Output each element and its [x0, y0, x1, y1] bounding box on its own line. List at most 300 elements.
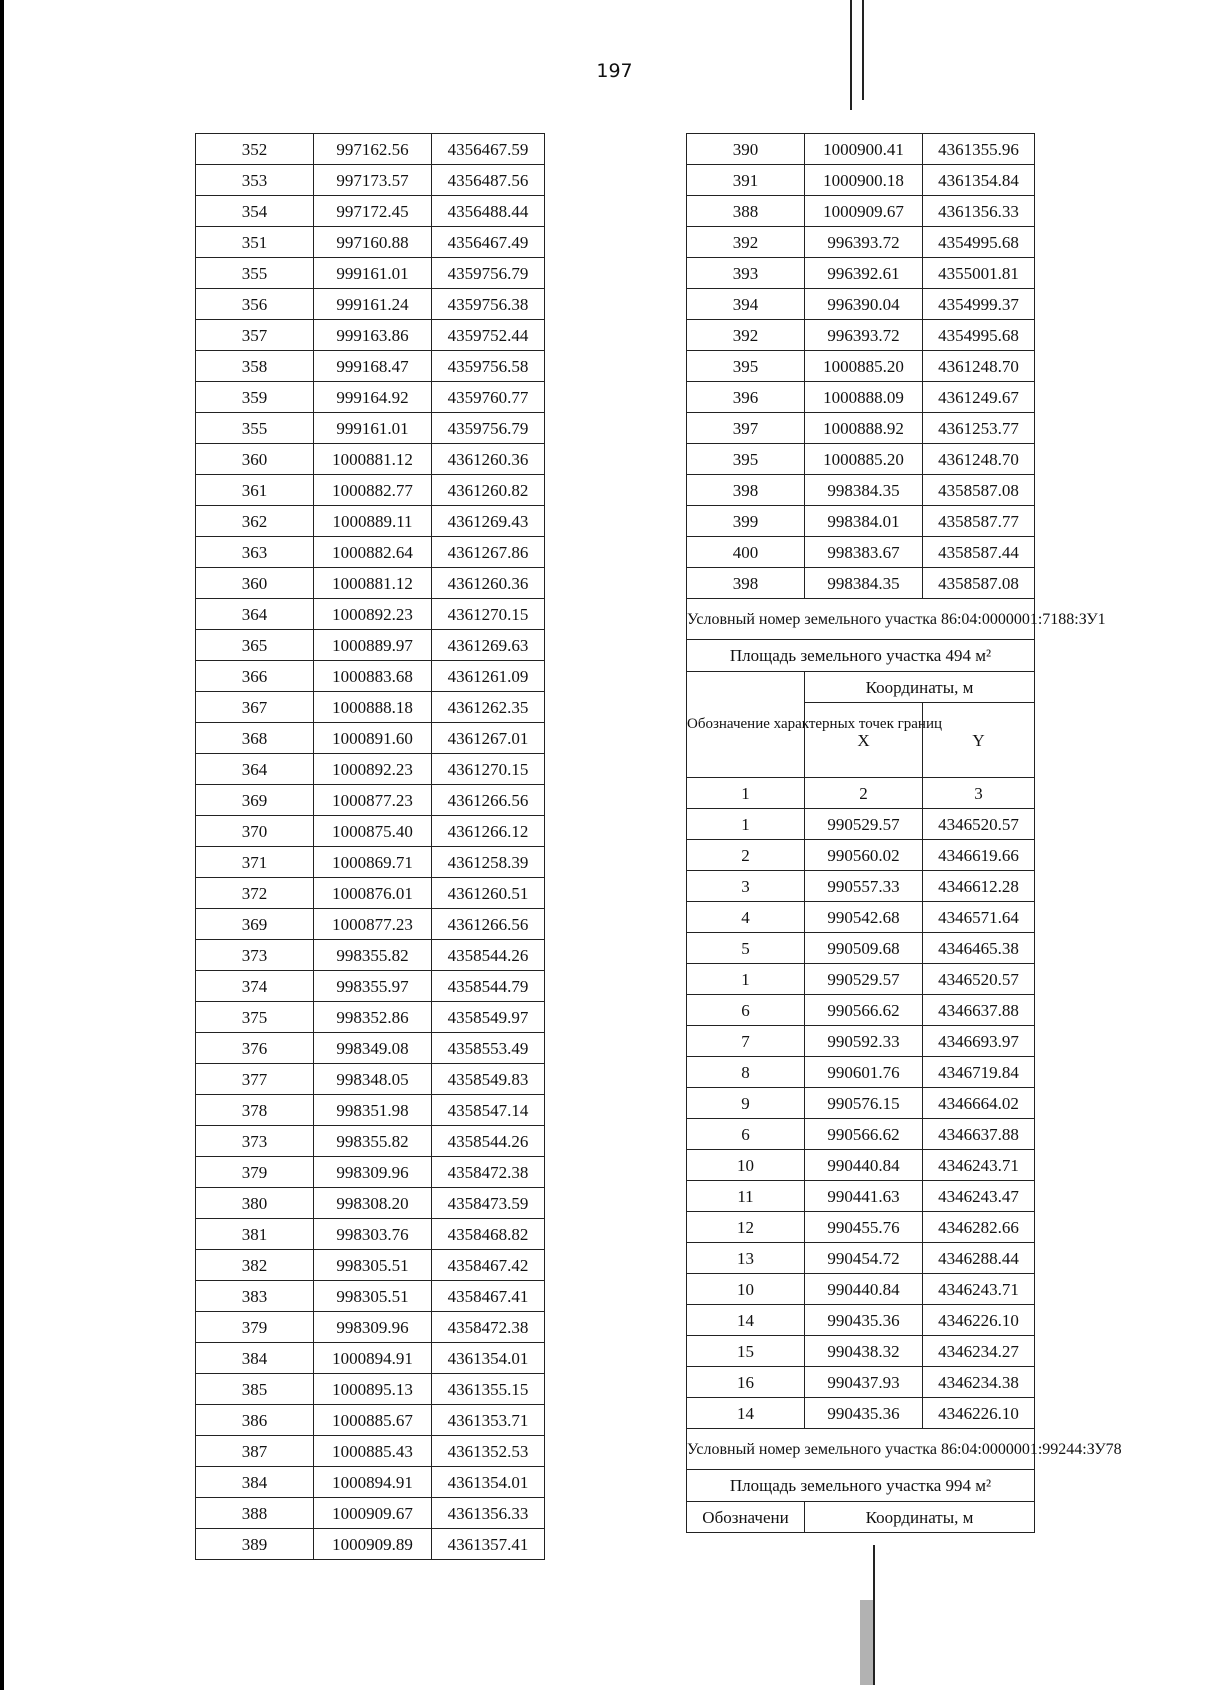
point-number-cell: 356	[196, 289, 314, 320]
point-number-cell: 351	[196, 227, 314, 258]
x-coordinate-cell: 990557.33	[805, 871, 923, 902]
table-row	[687, 1088, 1035, 1119]
table-row	[196, 1188, 545, 1219]
plot1-number: Условный номер земельного участка 86:04:0000001:7188:ЗУ1	[687, 599, 1035, 640]
point-number-cell: 395	[687, 351, 805, 382]
x-header: X	[805, 703, 923, 778]
table-row	[196, 940, 545, 971]
x-coordinate-cell: 990529.57	[805, 964, 923, 995]
point-number-cell: 393	[687, 258, 805, 289]
table-row	[687, 1398, 1035, 1429]
point-number-cell: 2	[687, 840, 805, 871]
x-coordinate-cell: 990435.36	[805, 1305, 923, 1336]
point-number-cell: 355	[196, 258, 314, 289]
table-row	[196, 1157, 545, 1188]
table-row	[687, 1274, 1035, 1305]
x-coordinate-cell: 998305.51	[314, 1281, 432, 1312]
point-number-cell: 8	[687, 1057, 805, 1088]
y-coordinate-cell: 4361253.77	[923, 413, 1035, 444]
plot2-number-row	[687, 1429, 1035, 1470]
point-number-cell: 6	[687, 995, 805, 1026]
y-coordinate-cell: 4361270.15	[432, 754, 545, 785]
point-number-cell: 384	[196, 1343, 314, 1374]
y-coordinate-cell: 4361266.56	[432, 909, 545, 940]
point-number-cell: 4	[687, 902, 805, 933]
y-coordinate-cell: 4361270.15	[432, 599, 545, 630]
y-coordinate-cell: 4358473.59	[432, 1188, 545, 1219]
x-coordinate-cell: 999161.01	[314, 413, 432, 444]
point-number-cell: 361	[196, 475, 314, 506]
y-coordinate-cell: 4346719.84	[923, 1057, 1035, 1088]
table-row	[687, 351, 1035, 382]
point-number-cell: 381	[196, 1219, 314, 1250]
x-coordinate-cell: 998352.86	[314, 1002, 432, 1033]
x-coordinate-cell: 1000909.67	[805, 196, 923, 227]
table-row	[687, 258, 1035, 289]
table-row	[196, 382, 545, 413]
table-row	[687, 475, 1035, 506]
y-coordinate-cell: 4354995.68	[923, 227, 1035, 258]
point-number-cell: 385	[196, 1374, 314, 1405]
point-number-cell: 368	[196, 723, 314, 754]
x-coordinate-cell: 1000875.40	[314, 816, 432, 847]
x-coordinate-cell: 1000895.13	[314, 1374, 432, 1405]
x-coordinate-cell: 990441.63	[805, 1181, 923, 1212]
y-coordinate-cell: 4361353.71	[432, 1405, 545, 1436]
y-coordinate-cell: 4361261.09	[432, 661, 545, 692]
scan-artifact-line	[850, 0, 852, 110]
point-number-cell: 371	[196, 847, 314, 878]
right-coordinates-table	[686, 133, 1122, 1533]
x-coordinate-cell: 1000889.11	[314, 506, 432, 537]
table-row	[687, 1026, 1035, 1057]
table-row	[196, 1219, 545, 1250]
x-coordinate-cell: 998355.82	[314, 1126, 432, 1157]
y-coordinate-cell: 4361266.12	[432, 816, 545, 847]
point-number-cell: 10	[687, 1150, 805, 1181]
y-coordinate-cell: 4361356.33	[923, 196, 1035, 227]
y-coordinate-cell: 4358587.08	[923, 475, 1035, 506]
point-number-cell: 355	[196, 413, 314, 444]
column-number-3: 3	[923, 778, 1035, 809]
x-coordinate-cell: 990566.62	[805, 1119, 923, 1150]
x-coordinate-cell: 1000885.20	[805, 444, 923, 475]
x-coordinate-cell: 1000894.91	[314, 1467, 432, 1498]
point-number-cell: 388	[196, 1498, 314, 1529]
table-row	[196, 134, 545, 165]
bottom-coordinates-header: Координаты, м	[805, 1502, 1035, 1533]
x-coordinate-cell: 990437.93	[805, 1367, 923, 1398]
x-coordinate-cell: 998309.96	[314, 1157, 432, 1188]
plot2-header	[687, 1429, 1122, 1533]
y-coordinate-cell: 4361356.33	[432, 1498, 545, 1529]
point-number-cell: 400	[687, 537, 805, 568]
bottom-point-header: Обозначени	[687, 1502, 805, 1533]
x-coordinate-cell: 998351.98	[314, 1095, 432, 1126]
x-coordinate-cell: 990529.57	[805, 809, 923, 840]
y-coordinate-cell: 4346282.66	[923, 1212, 1035, 1243]
table-row	[196, 413, 545, 444]
table-row	[196, 1467, 545, 1498]
point-number-cell: 379	[196, 1157, 314, 1188]
y-coordinate-cell: 4354999.37	[923, 289, 1035, 320]
table-row	[196, 1002, 545, 1033]
y-coordinate-cell: 4361260.36	[432, 568, 545, 599]
y-coordinate-cell: 4358468.82	[432, 1219, 545, 1250]
point-number-cell: 352	[196, 134, 314, 165]
x-coordinate-cell: 1000882.64	[314, 537, 432, 568]
point-designation-header: Обозначение характерных точек границ	[687, 672, 805, 778]
point-number-cell: 15	[687, 1336, 805, 1367]
plot1-header	[687, 599, 1106, 809]
x-coordinate-cell: 1000891.60	[314, 723, 432, 754]
y-coordinate-cell: 4358549.97	[432, 1002, 545, 1033]
x-coordinate-cell: 999164.92	[314, 382, 432, 413]
point-number-cell: 353	[196, 165, 314, 196]
table-row	[196, 258, 545, 289]
x-coordinate-cell: 1000900.41	[805, 134, 923, 165]
x-coordinate-cell: 1000909.89	[314, 1529, 432, 1560]
table-row	[687, 227, 1035, 258]
y-coordinate-cell: 4346571.64	[923, 902, 1035, 933]
y-coordinate-cell: 4358544.26	[432, 1126, 545, 1157]
y-coordinate-cell: 4346234.38	[923, 1367, 1035, 1398]
column-number-row	[687, 778, 1035, 809]
table-row	[196, 1250, 545, 1281]
x-coordinate-cell: 1000882.77	[314, 475, 432, 506]
point-number-cell: 392	[687, 227, 805, 258]
scan-artifact-line	[862, 0, 864, 100]
point-number-cell: 399	[687, 506, 805, 537]
point-number-cell: 364	[196, 599, 314, 630]
scan-artifact-line	[860, 1600, 874, 1685]
y-coordinate-cell: 4361260.82	[432, 475, 545, 506]
y-coordinate-cell: 4356487.56	[432, 165, 545, 196]
table-row	[196, 1281, 545, 1312]
table-row	[196, 165, 545, 196]
right-table-body-b	[687, 809, 1035, 1429]
table-row	[196, 1436, 545, 1467]
point-number-cell: 354	[196, 196, 314, 227]
y-coordinate-cell: 4346243.71	[923, 1274, 1035, 1305]
y-coordinate-cell: 4359756.79	[432, 258, 545, 289]
table-row	[196, 1405, 545, 1436]
point-number-cell: 379	[196, 1312, 314, 1343]
y-coordinate-cell: 4361258.39	[432, 847, 545, 878]
table-row	[687, 840, 1035, 871]
x-coordinate-cell: 1000892.23	[314, 754, 432, 785]
x-coordinate-cell: 997173.57	[314, 165, 432, 196]
x-coordinate-cell: 1000885.43	[314, 1436, 432, 1467]
plot2-number: Условный номер земельного участка 86:04:0000001:99244:ЗУ78	[687, 1429, 1035, 1470]
x-coordinate-cell: 998384.01	[805, 506, 923, 537]
table-row	[196, 1064, 545, 1095]
table-row	[196, 692, 545, 723]
x-coordinate-cell: 1000894.91	[314, 1343, 432, 1374]
x-coordinate-cell: 996390.04	[805, 289, 923, 320]
x-coordinate-cell: 1000900.18	[805, 165, 923, 196]
table-row	[687, 506, 1035, 537]
point-number-cell: 378	[196, 1095, 314, 1126]
x-coordinate-cell: 990435.36	[805, 1398, 923, 1429]
x-coordinate-cell: 997160.88	[314, 227, 432, 258]
y-coordinate-cell: 4361352.53	[432, 1436, 545, 1467]
y-coordinate-cell: 4358553.49	[432, 1033, 545, 1064]
table-row	[196, 1312, 545, 1343]
table-row	[687, 1150, 1035, 1181]
y-coordinate-cell: 4358587.77	[923, 506, 1035, 537]
plot2-area-row	[687, 1470, 1035, 1502]
point-number-cell: 387	[196, 1436, 314, 1467]
y-coordinate-cell: 4356488.44	[432, 196, 545, 227]
y-coordinate-cell: 4361248.70	[923, 444, 1035, 475]
table-row	[687, 1336, 1035, 1367]
point-number-cell: 389	[196, 1529, 314, 1560]
y-coordinate-cell: 4361267.01	[432, 723, 545, 754]
table-row	[196, 971, 545, 1002]
table-row	[687, 413, 1035, 444]
point-number-cell: 367	[196, 692, 314, 723]
y-coordinate-cell: 4358472.38	[432, 1312, 545, 1343]
y-coordinate-cell: 4358547.14	[432, 1095, 545, 1126]
column-number-2: 2	[805, 778, 923, 809]
x-coordinate-cell: 1000885.20	[805, 351, 923, 382]
table-row	[687, 165, 1035, 196]
y-coordinate-cell: 4346693.97	[923, 1026, 1035, 1057]
x-coordinate-cell: 999168.47	[314, 351, 432, 382]
table-row	[196, 723, 545, 754]
table-row	[196, 816, 545, 847]
y-coordinate-cell: 4346520.57	[923, 964, 1035, 995]
y-coordinate-cell: 4361260.36	[432, 444, 545, 475]
x-coordinate-cell: 998309.96	[314, 1312, 432, 1343]
point-number-cell: 360	[196, 444, 314, 475]
y-coordinate-cell: 4346619.66	[923, 840, 1035, 871]
y-coordinate-cell: 4361267.86	[432, 537, 545, 568]
y-header: Y	[923, 703, 1035, 778]
y-coordinate-cell: 4346243.47	[923, 1181, 1035, 1212]
x-coordinate-cell: 998303.76	[314, 1219, 432, 1250]
x-coordinate-cell: 990454.72	[805, 1243, 923, 1274]
table-row	[687, 537, 1035, 568]
table-row	[196, 1095, 545, 1126]
table-row	[196, 909, 545, 940]
y-coordinate-cell: 4354995.68	[923, 320, 1035, 351]
x-coordinate-cell: 998384.35	[805, 475, 923, 506]
point-number-cell: 374	[196, 971, 314, 1002]
y-coordinate-cell: 4361266.56	[432, 785, 545, 816]
y-coordinate-cell: 4361354.01	[432, 1467, 545, 1498]
y-coordinate-cell: 4361248.70	[923, 351, 1035, 382]
point-number-cell: 373	[196, 1126, 314, 1157]
table-row	[687, 382, 1035, 413]
point-number-cell: 357	[196, 320, 314, 351]
table-row	[196, 475, 545, 506]
column-header-row	[687, 672, 1035, 703]
point-number-cell: 395	[687, 444, 805, 475]
table-row	[687, 902, 1035, 933]
y-coordinate-cell: 4361357.41	[432, 1529, 545, 1560]
x-coordinate-cell: 990438.32	[805, 1336, 923, 1367]
x-coordinate-cell: 1000888.09	[805, 382, 923, 413]
x-coordinate-cell: 1000889.97	[314, 630, 432, 661]
x-coordinate-cell: 1000909.67	[314, 1498, 432, 1529]
x-coordinate-cell: 998355.82	[314, 940, 432, 971]
y-coordinate-cell: 4346226.10	[923, 1305, 1035, 1336]
table-row	[687, 444, 1035, 475]
y-coordinate-cell: 4358467.42	[432, 1250, 545, 1281]
y-coordinate-cell: 4361354.01	[432, 1343, 545, 1374]
point-number-cell: 390	[687, 134, 805, 165]
x-coordinate-cell: 1000877.23	[314, 909, 432, 940]
point-number-cell: 377	[196, 1064, 314, 1095]
x-coordinate-cell: 997162.56	[314, 134, 432, 165]
y-coordinate-cell: 4346637.88	[923, 995, 1035, 1026]
point-number-cell: 396	[687, 382, 805, 413]
point-number-cell: 398	[687, 568, 805, 599]
table-row	[687, 995, 1035, 1026]
table-row	[196, 599, 545, 630]
y-coordinate-cell: 4346243.71	[923, 1150, 1035, 1181]
point-number-cell: 16	[687, 1367, 805, 1398]
point-number-cell: 364	[196, 754, 314, 785]
y-coordinate-cell: 4346520.57	[923, 809, 1035, 840]
y-coordinate-cell: 4346288.44	[923, 1243, 1035, 1274]
point-number-cell: 3	[687, 871, 805, 902]
x-coordinate-cell: 998349.08	[314, 1033, 432, 1064]
table-row	[196, 661, 545, 692]
x-coordinate-cell: 990440.84	[805, 1274, 923, 1305]
point-number-cell: 14	[687, 1305, 805, 1336]
table-row	[687, 1119, 1035, 1150]
point-number-cell: 394	[687, 289, 805, 320]
x-coordinate-cell: 990542.68	[805, 902, 923, 933]
table-row	[687, 134, 1035, 165]
table-row	[687, 196, 1035, 227]
x-coordinate-cell: 1000881.12	[314, 568, 432, 599]
x-coordinate-cell: 1000876.01	[314, 878, 432, 909]
x-coordinate-cell: 990592.33	[805, 1026, 923, 1057]
y-coordinate-cell: 4358544.26	[432, 940, 545, 971]
x-coordinate-cell: 990440.84	[805, 1150, 923, 1181]
table-row	[196, 754, 545, 785]
point-number-cell: 6	[687, 1119, 805, 1150]
y-coordinate-cell: 4361249.67	[923, 382, 1035, 413]
table-row	[196, 785, 545, 816]
y-coordinate-cell: 4346637.88	[923, 1119, 1035, 1150]
y-coordinate-cell: 4358549.83	[432, 1064, 545, 1095]
y-coordinate-cell: 4356467.49	[432, 227, 545, 258]
y-coordinate-cell: 4359756.58	[432, 351, 545, 382]
y-coordinate-cell: 4346664.02	[923, 1088, 1035, 1119]
x-coordinate-cell: 990509.68	[805, 933, 923, 964]
table-row	[687, 568, 1035, 599]
point-number-cell: 365	[196, 630, 314, 661]
y-coordinate-cell: 4359756.79	[432, 413, 545, 444]
point-number-cell: 375	[196, 1002, 314, 1033]
y-coordinate-cell: 4346612.28	[923, 871, 1035, 902]
x-coordinate-cell: 999163.86	[314, 320, 432, 351]
point-number-cell: 369	[196, 785, 314, 816]
table-row	[687, 964, 1035, 995]
table-row	[196, 1529, 545, 1560]
point-number-cell: 373	[196, 940, 314, 971]
x-coordinate-cell: 1000885.67	[314, 1405, 432, 1436]
point-number-cell: 1	[687, 964, 805, 995]
table-row	[196, 227, 545, 258]
table-row	[687, 320, 1035, 351]
x-coordinate-cell: 1000888.92	[805, 413, 923, 444]
table-row	[196, 1374, 545, 1405]
point-number-cell: 384	[196, 1467, 314, 1498]
y-coordinate-cell: 4355001.81	[923, 258, 1035, 289]
x-coordinate-cell: 1000883.68	[314, 661, 432, 692]
right-table-body-a	[687, 134, 1035, 599]
x-coordinate-cell: 998384.35	[805, 568, 923, 599]
point-number-cell: 380	[196, 1188, 314, 1219]
y-coordinate-cell: 4361269.63	[432, 630, 545, 661]
point-number-cell: 370	[196, 816, 314, 847]
point-number-cell: 9	[687, 1088, 805, 1119]
plot2-area: Площадь земельного участка 994 м²	[687, 1470, 1035, 1502]
y-coordinate-cell: 4358544.79	[432, 971, 545, 1002]
point-number-cell: 398	[687, 475, 805, 506]
table-row	[196, 847, 545, 878]
left-table-body	[196, 134, 545, 1560]
scan-left-edge	[0, 0, 4, 1690]
point-number-cell: 13	[687, 1243, 805, 1274]
point-number-cell: 10	[687, 1274, 805, 1305]
table-row	[196, 1343, 545, 1374]
bottom-header-row	[687, 1502, 1035, 1533]
y-coordinate-cell: 4358472.38	[432, 1157, 545, 1188]
y-coordinate-cell: 4361260.51	[432, 878, 545, 909]
y-coordinate-cell: 4356467.59	[432, 134, 545, 165]
table-row	[687, 871, 1035, 902]
y-coordinate-cell: 4346234.27	[923, 1336, 1035, 1367]
plot1-area: Площадь земельного участка 494 м²	[687, 640, 1035, 672]
y-coordinate-cell: 4346226.10	[923, 1398, 1035, 1429]
plot1-area-row	[687, 640, 1035, 672]
table-row	[196, 320, 545, 351]
table-row	[687, 1057, 1035, 1088]
x-coordinate-cell: 1000877.23	[314, 785, 432, 816]
point-number-cell: 14	[687, 1398, 805, 1429]
table-row	[196, 878, 545, 909]
x-coordinate-cell: 990601.76	[805, 1057, 923, 1088]
y-coordinate-cell: 4361355.15	[432, 1374, 545, 1405]
table-row	[196, 289, 545, 320]
table-row	[196, 196, 545, 227]
point-number-cell: 362	[196, 506, 314, 537]
x-coordinate-cell: 996393.72	[805, 320, 923, 351]
x-coordinate-cell: 996393.72	[805, 227, 923, 258]
point-number-cell: 392	[687, 320, 805, 351]
y-coordinate-cell: 4361354.84	[923, 165, 1035, 196]
y-coordinate-cell: 4359756.38	[432, 289, 545, 320]
x-coordinate-cell: 998355.97	[314, 971, 432, 1002]
x-coordinate-cell: 999161.01	[314, 258, 432, 289]
table-row	[196, 1126, 545, 1157]
point-number-cell: 382	[196, 1250, 314, 1281]
table-row	[196, 1498, 545, 1529]
point-number-cell: 360	[196, 568, 314, 599]
x-coordinate-cell: 990560.02	[805, 840, 923, 871]
table-row	[687, 1243, 1035, 1274]
x-coordinate-cell: 996392.61	[805, 258, 923, 289]
table-row	[687, 289, 1035, 320]
point-number-cell: 12	[687, 1212, 805, 1243]
